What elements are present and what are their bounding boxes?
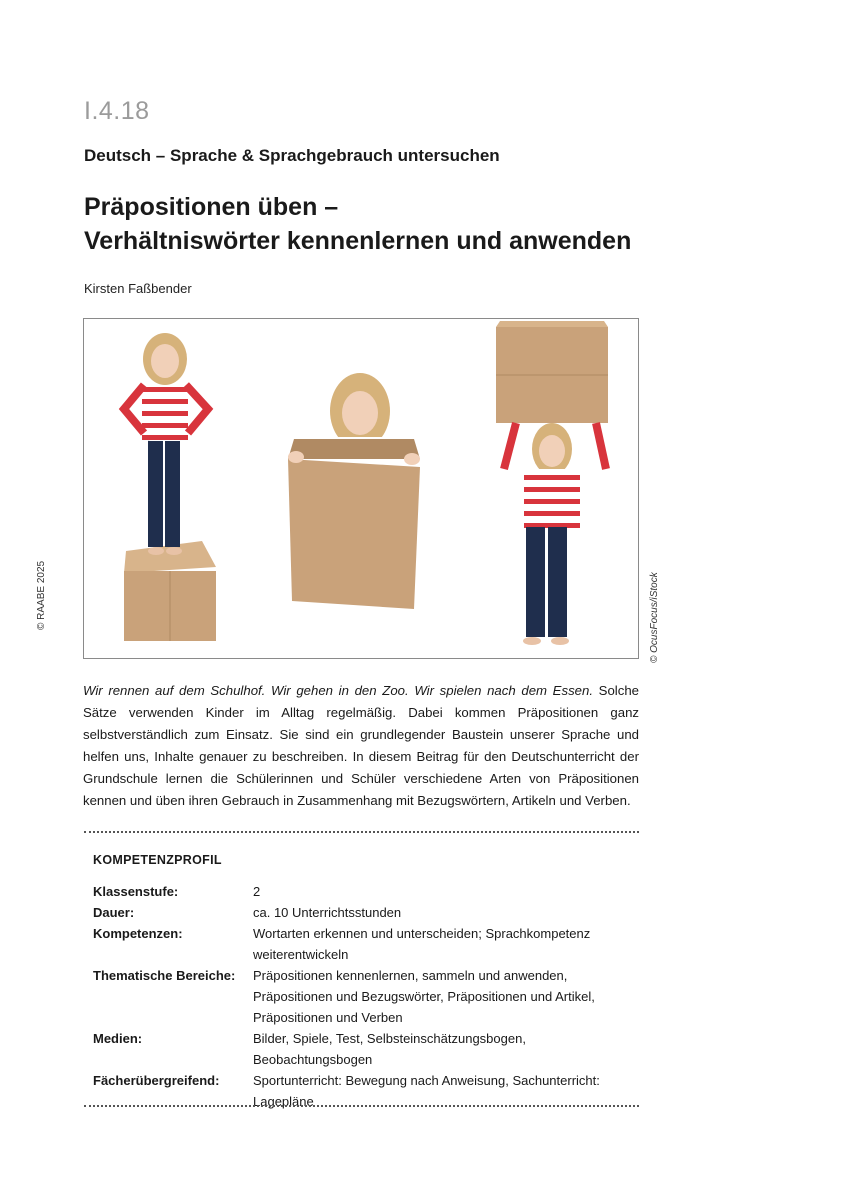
- row-value: 2: [253, 884, 261, 899]
- row-value: ca. 10 Unterrichtsstunden: [253, 905, 402, 920]
- row-kompetenzen: [93, 923, 633, 965]
- kompetenzprofil-table: [93, 881, 633, 1112]
- girl-in-box: [288, 373, 420, 609]
- row-klassenstufe: [93, 881, 633, 902]
- copyright-notice: © RAABE 2025: [36, 560, 47, 630]
- children-with-boxes-illustration: [84, 319, 638, 658]
- row-label: Fächerübergreifend:: [93, 1073, 220, 1088]
- subject-line: Deutsch – Sprache & Sprachgebrauch untersuchen: [84, 146, 500, 165]
- row-thematische-bereiche: [93, 965, 633, 1028]
- row-value: Sportunterricht: Bewegung nach Anweisung, Sachunterricht: Lagepläne: [253, 1073, 600, 1109]
- row-value: Präpositionen kennenlernen, sammeln und anwenden, Präpositionen und Bezugswörter, Präpositionen und Artikel, Präpositionen und Verben: [253, 968, 595, 1025]
- intro-paragraph: [83, 680, 639, 812]
- row-label: Medien:: [93, 1031, 143, 1046]
- row-value: Wortarten erkennen und unterscheiden; Sprachkompetenz weiterentwickeln: [253, 926, 591, 962]
- girl-on-box: [124, 333, 216, 641]
- row-value: Bilder, Spiele, Test, Selbsteinschätzungsbogen, Beobachtungsbogen: [253, 1031, 526, 1067]
- divider-bottom: [84, 1105, 639, 1107]
- divider-top: [84, 831, 639, 833]
- row-label: Thematische Bereiche:: [93, 968, 236, 983]
- cover-photo: [83, 318, 639, 659]
- photo-credit: © OcusFocus/iStock: [649, 572, 660, 663]
- row-dauer: [93, 902, 633, 923]
- intro-text: Solche Sätze verwenden Kinder im Alltag regelmäßig. Dabei kommen Präpositionen ganz selbstverständlich zum Einsatz. Sie sind ein grundlegender Baustein unserer Sprache und helfen uns, Inhalte genauer zu beschreiben. In diesem Beitrag für den Deutschunterricht der Grundschule lernen die Schülerinnen und Schüler verschiedene Arten von Präpositionen kennen und üben ihren Gebrauch in Zusammenhang mit Bezugswörtern, Artikeln und Verben.: [83, 683, 639, 808]
- title-line-1: Präpositionen üben –: [84, 193, 339, 221]
- document-code: I.4.18: [84, 97, 150, 125]
- row-label: Klassenstufe:: [93, 884, 179, 899]
- author: Kirsten Faßbender: [84, 281, 192, 296]
- row-medien: [93, 1028, 633, 1070]
- title-line-2: Verhältniswörter kennenlernen und anwenden: [84, 227, 632, 255]
- page-title: [84, 190, 631, 258]
- row-label: Dauer:: [93, 905, 135, 920]
- girl-holding-box: [496, 321, 608, 645]
- row-label: Kompetenzen:: [93, 926, 183, 941]
- intro-examples: Wir rennen auf dem Schulhof. Wir gehen in den Zoo. Wir spielen nach dem Essen.: [83, 683, 593, 698]
- kompetenzprofil-heading: KOMPETENZPROFIL: [93, 853, 222, 867]
